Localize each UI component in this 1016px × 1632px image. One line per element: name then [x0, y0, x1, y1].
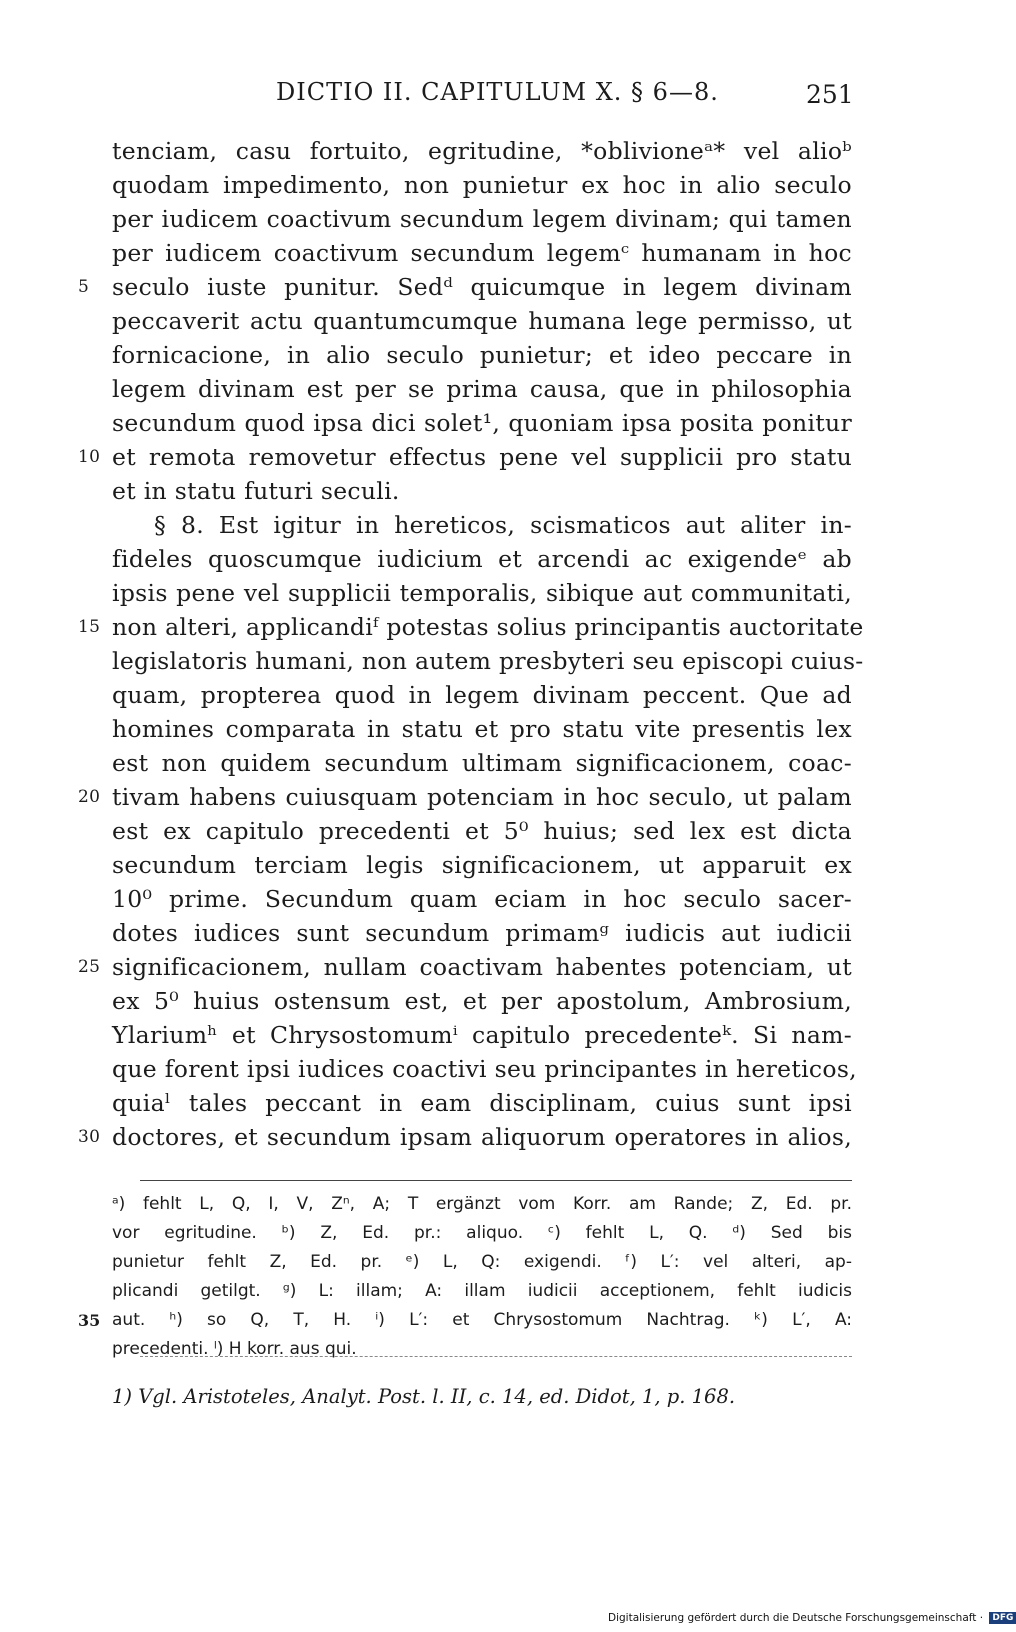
text-line: [78, 1120, 852, 1154]
line-number: 20: [78, 787, 101, 807]
line-text: et in statu futuri seculi.: [112, 477, 400, 505]
page-number: 251: [806, 80, 854, 109]
line-text: doctores, et secundum ipsam aliquorum operatores in alios,: [112, 1123, 852, 1151]
line-text: plicandi getilgt. ᵍ) L: illam; A: illam iudicii acceptionem, fehlt iudicis: [112, 1281, 852, 1301]
text-line: [112, 168, 852, 202]
line-text: fideles quoscumque iudicium et arcendi ac exigendeᵉ ab: [112, 545, 852, 573]
line-text: legislatoris humani, non autem presbyteri seu episcopi cuius-: [112, 647, 864, 675]
text-line: [112, 644, 864, 678]
line-text: ipsis pene vel supplicii temporalis, sibique aut communitati,: [112, 579, 852, 607]
text-line: [112, 372, 852, 406]
apparatus-line: [112, 1219, 852, 1248]
credit-text: Digitalisierung gefördert durch die Deutsche Forschungsgemeinschaft ·: [608, 1612, 984, 1624]
page-header: [0, 78, 1000, 112]
line-text: precedenti. ˡ) H korr. aus qui.: [112, 1339, 357, 1359]
line-text: per iudicem coactivum secundum legem divinam; qui tamen: [112, 205, 852, 233]
text-line: [112, 542, 852, 576]
text-line: [112, 508, 852, 542]
line-text: et remota removetur effectus pene vel supplicii pro statu: [112, 443, 852, 471]
text-line: [78, 440, 852, 474]
text-line: [112, 984, 852, 1018]
main-text-block: [78, 134, 864, 1154]
text-line: [112, 576, 852, 610]
line-text: secundum quod ipsa dici solet¹, quoniam ipsa posita ponitur: [112, 409, 852, 437]
line-number: 15: [78, 617, 101, 637]
line-number: 10: [78, 447, 101, 467]
line-text: tivam habens cuiusquam potenciam in hoc seculo, ut palam: [112, 783, 852, 811]
line-text: non alteri, applicandiᶠ potestas solius principantis auctoritate: [112, 613, 864, 641]
line-text: tenciam, casu fortuito, egritudine, *oblivioneᵃ* vel alioᵇ: [112, 137, 852, 165]
line-text: que forent ipsi iudices coactivi seu principantes in hereticos,: [112, 1055, 857, 1083]
line-text: dotes iudices sunt secundum primamᵍ iudicis aut iudicii: [112, 919, 852, 947]
apparatus-line: [112, 1190, 852, 1219]
line-text: § 8. Est igitur in hereticos, scismaticos aut aliter in-: [154, 511, 852, 539]
footnote-divider: [140, 1356, 852, 1357]
line-text: Ylariumʰ et Chrysostomumⁱ capitulo precedenteᵏ. Si nam-: [112, 1021, 852, 1049]
line-text: 10⁰ prime. Secundum quam eciam in hoc seculo sacer-: [112, 885, 852, 913]
text-line: [112, 236, 852, 270]
apparatus-line: [112, 1277, 852, 1306]
text-line: [112, 304, 852, 338]
text-line: [112, 134, 852, 168]
text-line: [112, 338, 852, 372]
line-text: legem divinam est per se prima causa, que in philosophia: [112, 375, 852, 403]
line-number: 30: [78, 1127, 101, 1147]
text-line: [112, 916, 852, 950]
text-line: [112, 1086, 852, 1120]
apparatus-line: [112, 1335, 852, 1364]
line-number: 35: [78, 1311, 101, 1330]
line-number: 5: [78, 277, 90, 297]
line-text: aut. ʰ) so Q, T, H. ⁱ) L′: et Chrysostomum Nachtrag. ᵏ) L′, A:: [112, 1310, 852, 1330]
line-text: per iudicem coactivum secundum legemᶜ humanam in hoc: [112, 239, 852, 267]
critical-apparatus: [78, 1190, 852, 1364]
text-line: [112, 1018, 852, 1052]
text-line: [112, 882, 852, 916]
text-line: [112, 848, 852, 882]
line-text: ᵃ) fehlt L, Q, I, V, Zⁿ, A; T ergänzt vom Korr. am Rande; Z, Ed. pr.: [112, 1194, 852, 1214]
text-line: [112, 678, 852, 712]
text-line: [78, 270, 852, 304]
line-text: quiaˡ tales peccant in eam disciplinam, cuius sunt ipsi: [112, 1089, 852, 1117]
line-text: peccaverit actu quantumcumque humana lege permisso, ut: [112, 307, 852, 335]
line-text: ex 5⁰ huius ostensum est, et per apostolum, Ambrosium,: [112, 987, 852, 1015]
apparatus-divider: [140, 1180, 852, 1181]
apparatus-line: [78, 1306, 852, 1335]
text-line: [78, 610, 864, 644]
line-number: 25: [78, 957, 101, 977]
line-text: punietur fehlt Z, Ed. pr. ᵉ) L, Q: exigendi. ᶠ) L′: vel alteri, ap-: [112, 1252, 852, 1272]
line-text: significacionem, nullam coactivam habentes potenciam, ut: [112, 953, 852, 981]
line-text: homines comparata in statu et pro statu vite presentis lex: [112, 715, 852, 743]
text-line: [112, 712, 852, 746]
line-text: quodam impedimento, non punietur ex hoc in alio seculo: [112, 171, 852, 199]
text-line: [78, 780, 852, 814]
text-line: [112, 406, 852, 440]
line-text: fornicacione, in alio seculo punietur; et ideo peccare in: [112, 341, 852, 369]
dfg-logo: DFG: [989, 1612, 1016, 1624]
line-text: seculo iuste punitur. Sedᵈ quicumque in legem divinam: [112, 273, 852, 301]
line-text: est non quidem secundum ultimam significacionem, coac-: [112, 749, 852, 777]
line-text: vor egritudine. ᵇ) Z, Ed. pr.: aliquo. ᶜ) fehlt L, Q. ᵈ) Sed bis: [112, 1223, 852, 1243]
line-text: est ex capitulo precedenti et 5⁰ huius; sed lex est dicta: [112, 817, 852, 845]
text-line: [112, 746, 852, 780]
text-line: [78, 950, 852, 984]
text-line: [112, 1052, 857, 1086]
apparatus-line: [112, 1248, 852, 1277]
text-line: [112, 814, 852, 848]
text-line: [112, 474, 852, 508]
digitization-credit: [608, 1612, 1016, 1624]
footnote: 1) Vgl. Aristoteles, Analyt. Post. l. II, c. 14, ed. Didot, 1, p. 168.: [112, 1385, 736, 1408]
line-text: quam, propterea quod in legem divinam peccent. Que ad: [112, 681, 852, 709]
running-head: DICTIO II. CAPITULUM X. § 6—8.: [276, 78, 719, 106]
line-text: secundum terciam legis significacionem, ut apparuit ex: [112, 851, 852, 879]
text-line: [112, 202, 852, 236]
